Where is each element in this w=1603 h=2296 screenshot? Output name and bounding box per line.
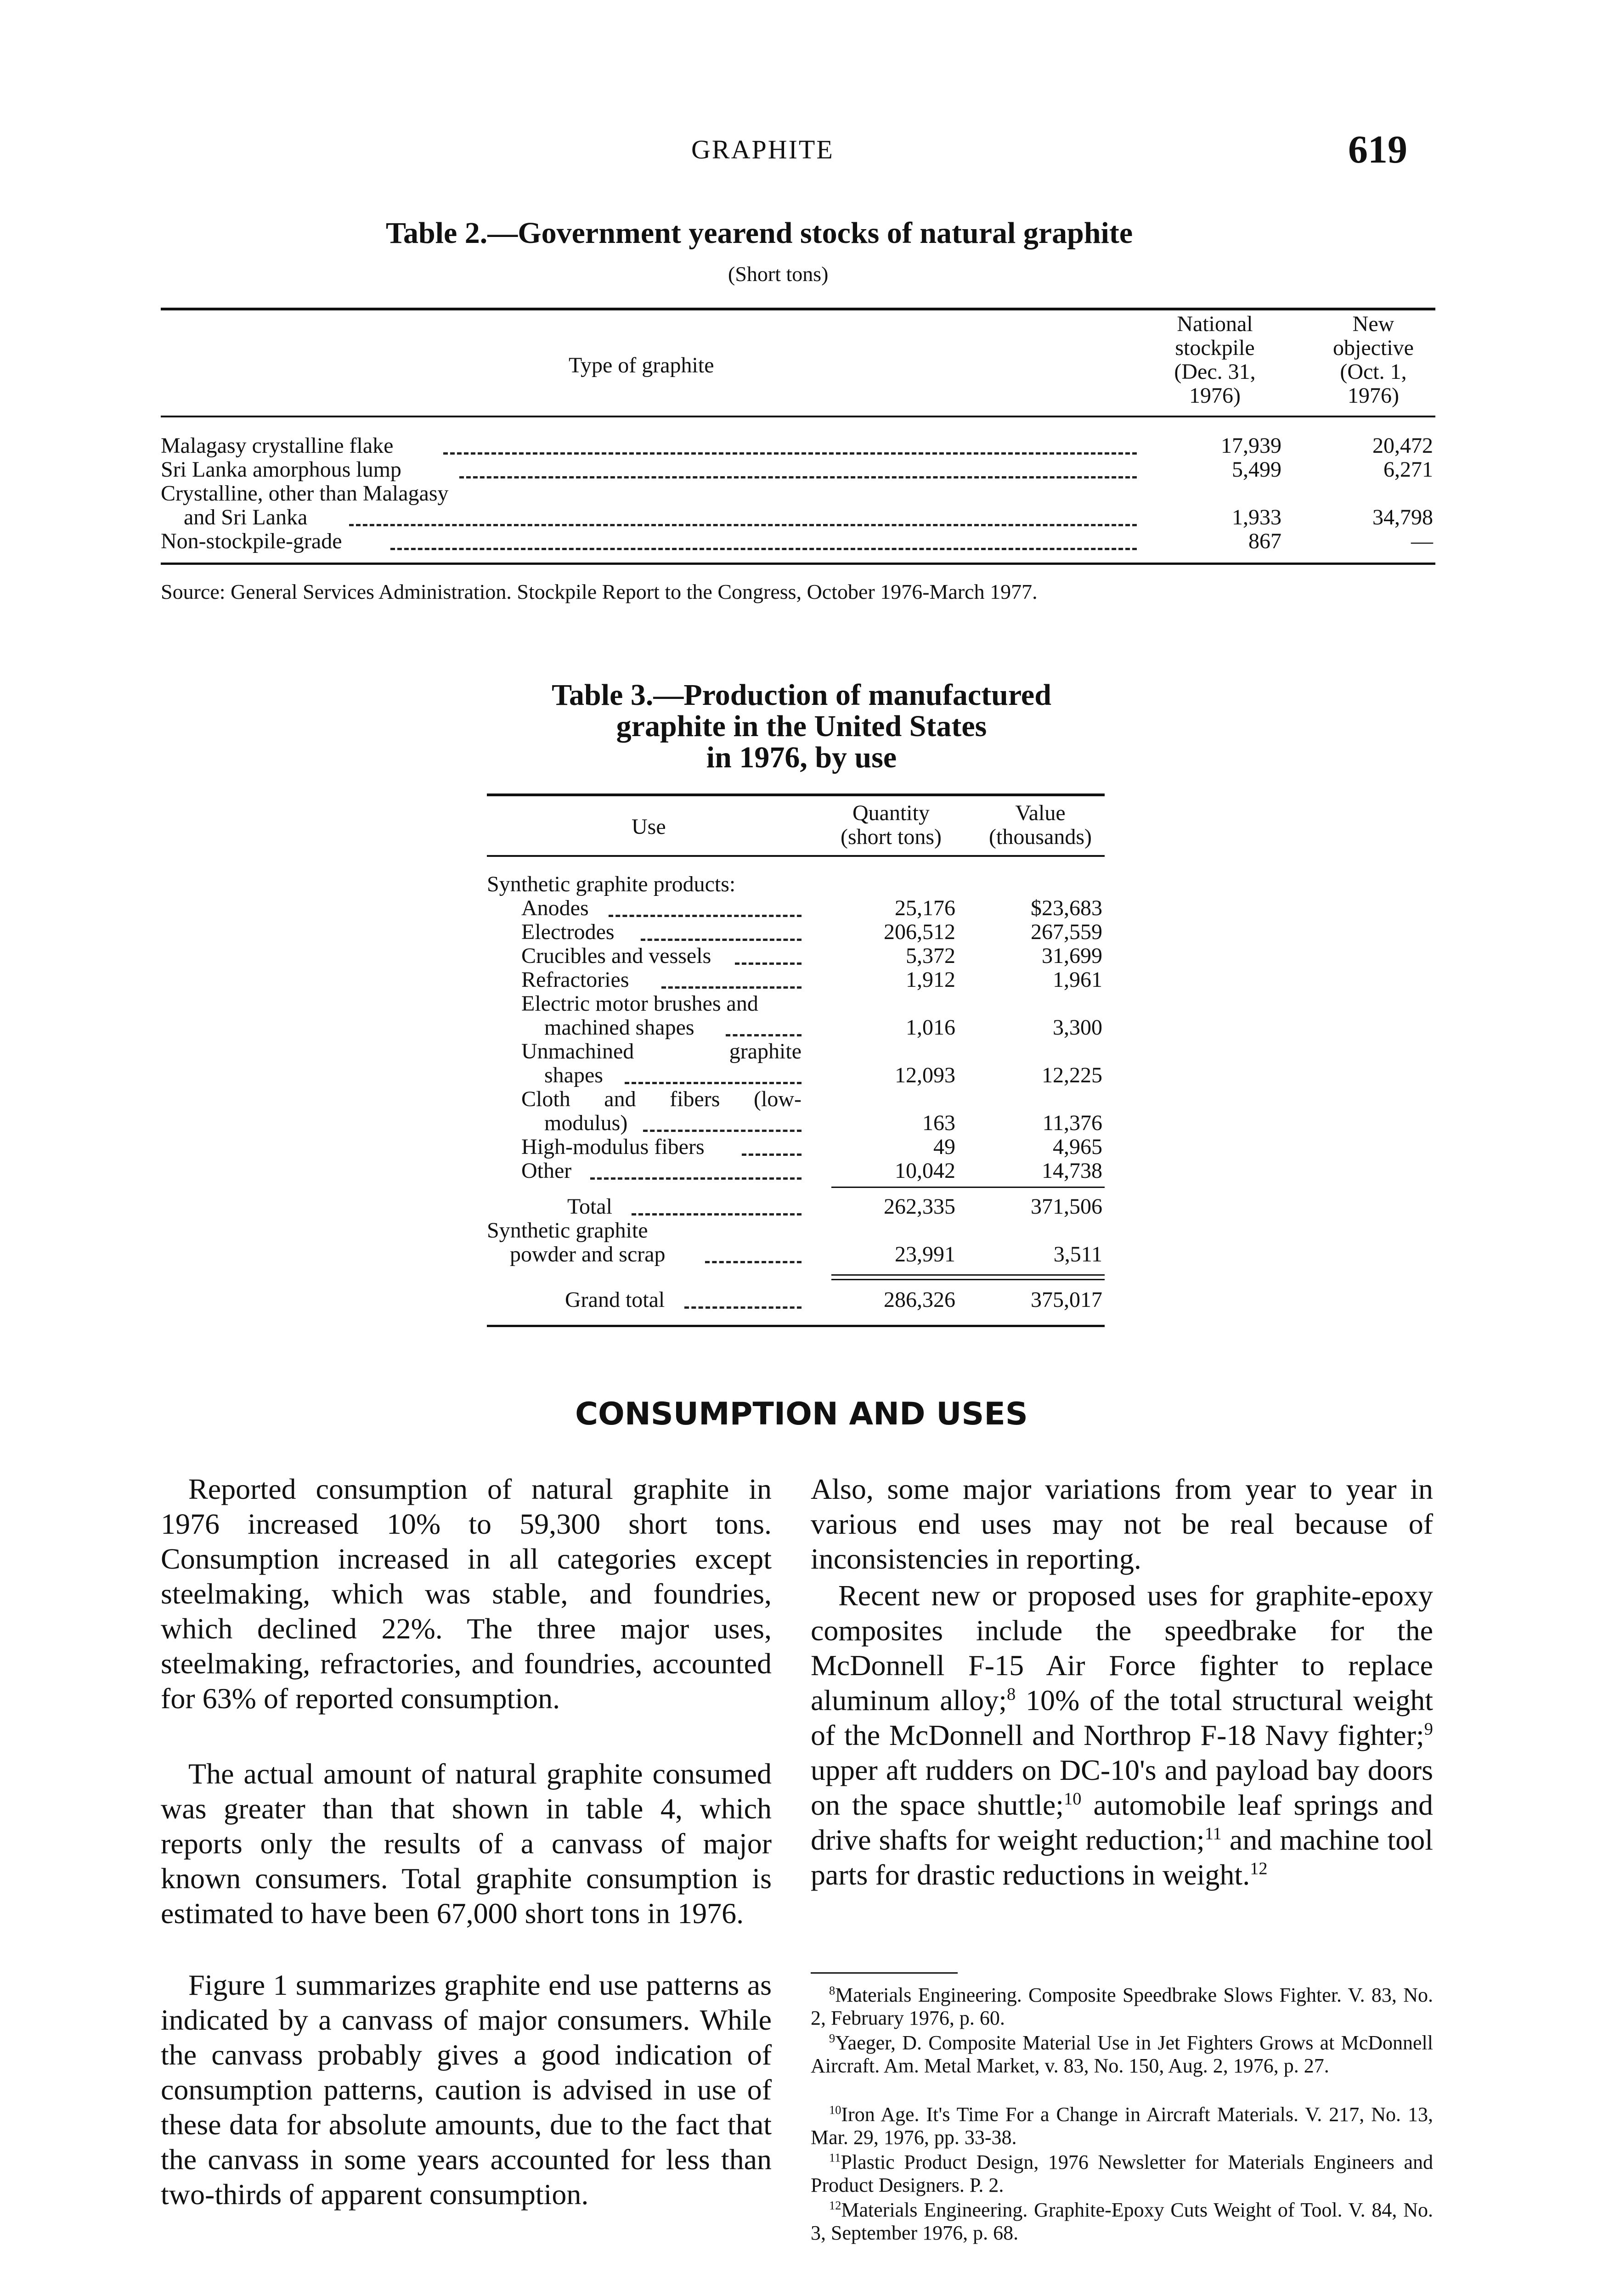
grand-total-label: Grand total <box>565 1288 665 1312</box>
table-2-col-type: Type of graphite <box>569 353 714 377</box>
national-value: 1,933 <box>1232 505 1281 529</box>
body-paragraph: Also, some major variations from year to year in various end uses may not be real because of inconsistencies in reporting. <box>811 1473 1433 1575</box>
footnote-ref: 11 <box>1204 1824 1222 1844</box>
table-3-title <box>487 680 1116 773</box>
row-label-continued: modulus) <box>544 1111 628 1135</box>
objective-value: 20,472 <box>1372 433 1433 458</box>
leader-dots <box>609 915 802 917</box>
value-amount: 14,738 <box>1042 1159 1102 1183</box>
row-label: Electrodes <box>521 920 615 944</box>
quantity-value: 23,991 <box>895 1242 955 1266</box>
total-quantity: 262,335 <box>884 1194 955 1219</box>
quantity-value: 12,093 <box>895 1063 955 1087</box>
row-label: Malagasy crystalline flake <box>161 433 394 458</box>
footnote-ref: 9 <box>1424 1719 1433 1739</box>
section-heading: CONSUMPTION AND USES <box>575 1396 1028 1432</box>
paragraph-text: 10% of the total structural weight of the McDonnell and Northrop F-18 Navy fighter; <box>811 1684 1434 1751</box>
objective-value: 6,271 <box>1383 457 1433 482</box>
footnote <box>811 2103 1433 2149</box>
national-value: 17,939 <box>1221 433 1281 458</box>
value-amount: 3,300 <box>1053 1015 1102 1040</box>
footnote-number: 10 <box>829 2103 841 2117</box>
table-2-col-objective: New objective (Oct. 1, 1976) <box>1333 312 1414 408</box>
paragraph-text: and machine tool parts for drastic reductions in weight. <box>811 1823 1434 1891</box>
table-2-source: Source: General Services Administration. Stockpile Report to the Congress, October 1976-March 1977. <box>161 580 1038 603</box>
paragraph-text: upper aft rudders on DC-10's and payload bay doors on the space shuttle; <box>811 1754 1433 1821</box>
quantity-value: 49 <box>933 1135 955 1159</box>
table-3-col-use: Use <box>632 815 666 839</box>
row-label: Unmachined graphite <box>521 1039 802 1064</box>
quantity-value: 206,512 <box>884 920 955 944</box>
footnote <box>811 2032 1433 2077</box>
table-2-bottom-rule <box>161 563 1435 565</box>
total-label: Total <box>567 1194 612 1219</box>
leader-dots <box>742 1154 802 1156</box>
value-amount: 11,376 <box>1042 1111 1102 1135</box>
quantity-value: 163 <box>922 1111 955 1135</box>
quantity-value: 5,372 <box>906 944 955 968</box>
footnote-text: Plastic Product Design, 1976 Newsletter for Materials Engineers and Product Designers. P. 2. <box>811 2151 1433 2196</box>
leader-dots <box>443 452 1137 455</box>
footnote-number: 8 <box>829 1983 835 1998</box>
leader-dots <box>705 1261 802 1263</box>
value-amount: 12,225 <box>1042 1063 1102 1087</box>
leader-dots <box>459 476 1137 478</box>
total-value: 371,506 <box>1031 1194 1102 1219</box>
leader-dots <box>726 1034 802 1036</box>
table-2-header-rule <box>161 416 1435 417</box>
table-3-title-line: in 1976, by use <box>706 741 897 774</box>
body-paragraph <box>811 1578 1433 1892</box>
table-2-col-national: National stockpile (Dec. 31, 1976) <box>1174 312 1256 408</box>
value-amount: 4,965 <box>1053 1135 1102 1159</box>
footnote-rule <box>811 1972 958 1974</box>
leader-dots <box>661 986 802 989</box>
leader-dots <box>590 1177 802 1180</box>
footnote-text: Materials Engineering. Composite Speedbrake Slows Fighter. V. 83, No. 2, February 1976, p. 60. <box>811 1984 1433 2029</box>
table-3-title-line: graphite in the United States <box>616 709 987 743</box>
body-paragraph: The actual amount of natural graphite consumed was greater than that shown in table 4, which reports only the results of a canvass of major known consumers. Total graphite consumption is estimated to have been 67,000 short tons in 1976. <box>161 1757 772 1930</box>
value-amount: 267,559 <box>1031 920 1102 944</box>
body-paragraph: Figure 1 summarizes graphite end use patterns as indicated by a canvass of major consumers. While the canvass probably gives a good indication of consumption patterns, caution is advised in use of these data for absolute amounts, due to the fact that the canvass in some years accounted for less than two-thirds of apparent consumption. <box>161 1969 772 2211</box>
footnote <box>811 2151 1433 2197</box>
leader-dots <box>349 524 1137 526</box>
table-3-header-rule <box>487 855 1105 857</box>
row-label-continued: shapes <box>544 1063 603 1087</box>
value-amount: 3,511 <box>1053 1242 1102 1266</box>
footnote-ref: 8 <box>1007 1684 1016 1704</box>
paragraph-text: automobile leaf springs and drive shafts for weight reduction; <box>811 1789 1434 1856</box>
row-label: Crystalline, other than Malagasy <box>161 481 449 506</box>
table-3-title-line: Table 3.—Production of manufactured <box>552 678 1051 712</box>
footnote-text: Iron Age. It's Time For a Change in Aircraft Materials. V. 217, No. 13, Mar. 29, 1976, pp. 33-38. <box>811 2103 1433 2149</box>
footnote-text: Yaeger, D. Composite Material Use in Jet Fighters Grows at McDonnell Aircraft. Am. Metal Market, v. 83, No. 150, Aug. 2, 1976, p. 27. <box>811 2032 1433 2077</box>
footnote-number: 9 <box>829 2031 835 2045</box>
footnote-text: Materials Engineering. Graphite-Epoxy Cuts Weight of Tool. V. 84, No. 3, September 1976, p. 68. <box>811 2199 1433 2244</box>
footnote-number: 12 <box>829 2198 841 2212</box>
row-label: Refractories <box>521 968 629 992</box>
paragraph-text: Recent new or proposed uses for graphite-epoxy composites include the speedbrake for the McDonnell F-15 Air Force fighter to replace aluminum alloy; <box>811 1579 1433 1716</box>
value-amount: $23,683 <box>1031 896 1102 920</box>
row-label: Anodes <box>521 896 589 920</box>
grand-total-quantity: 286,326 <box>884 1288 955 1312</box>
row-label: Synthetic graphite <box>487 1218 648 1243</box>
table-3-top-rule <box>487 793 1105 796</box>
group-label: Synthetic graphite products: <box>487 872 736 896</box>
national-value: 867 <box>1248 529 1281 553</box>
row-label-continued: machined shapes <box>544 1015 694 1040</box>
objective-value: — <box>1411 529 1433 553</box>
row-label-continued: powder and scrap <box>510 1242 666 1266</box>
row-label: Other <box>521 1159 572 1183</box>
footnote-ref: 12 <box>1250 1859 1268 1879</box>
national-value: 5,499 <box>1232 457 1281 482</box>
grand-total-value: 375,017 <box>1031 1288 1102 1312</box>
row-label-continued: and Sri Lanka <box>184 505 308 529</box>
footnote-ref: 10 <box>1064 1789 1082 1809</box>
leader-dots <box>390 548 1137 550</box>
subtotal-rule <box>831 1187 1105 1188</box>
objective-value: 34,798 <box>1372 505 1433 529</box>
row-label: Non-stockpile-grade <box>161 529 342 553</box>
running-header-title: GRAPHITE <box>691 135 834 164</box>
quantity-value: 1,912 <box>906 968 955 992</box>
page-number: 619 <box>1348 127 1407 171</box>
table-2-top-rule <box>161 308 1435 310</box>
grand-total-rule-lower <box>831 1279 1105 1280</box>
leader-dots <box>735 962 802 965</box>
quantity-value: 1,016 <box>906 1015 955 1040</box>
leader-dots <box>632 1213 802 1216</box>
table-3-col-value: Value (thousands) <box>989 801 1092 849</box>
table-2-title: Table 2.—Government yearend stocks of natural graphite <box>386 216 1133 250</box>
table-3-col-quantity: Quantity (short tons) <box>841 801 942 849</box>
leader-dots <box>684 1306 802 1309</box>
value-amount: 31,699 <box>1042 944 1102 968</box>
row-label: Sri Lanka amorphous lump <box>161 457 401 482</box>
quantity-value: 25,176 <box>895 896 955 920</box>
footnote-number: 11 <box>829 2150 841 2165</box>
row-label: Cloth and fibers (low- <box>521 1087 802 1111</box>
quantity-value: 10,042 <box>895 1159 955 1183</box>
grand-total-rule-upper <box>831 1274 1105 1276</box>
row-label: Crucibles and vessels <box>521 944 711 968</box>
leader-dots <box>643 1130 802 1132</box>
leader-dots <box>625 1082 802 1084</box>
table-3-bottom-rule <box>487 1325 1105 1327</box>
footnote <box>811 1984 1433 2030</box>
value-amount: 1,961 <box>1053 968 1102 992</box>
footnote <box>811 2199 1433 2245</box>
row-label: Electric motor brushes and <box>521 991 758 1016</box>
body-paragraph: Reported consumption of natural graphite in 1976 increased 10% to 59,300 short tons. Consumption increased in all categories except steelmaking, which was stable, and foundries, which declined 22%. The three major uses, steelmaking, refractories, and foundries, accounted for 63% of reported consumption. <box>161 1473 772 1715</box>
row-label: High-modulus fibers <box>521 1135 705 1159</box>
table-2-subtitle: (Short tons) <box>728 262 829 286</box>
leader-dots <box>641 939 802 941</box>
